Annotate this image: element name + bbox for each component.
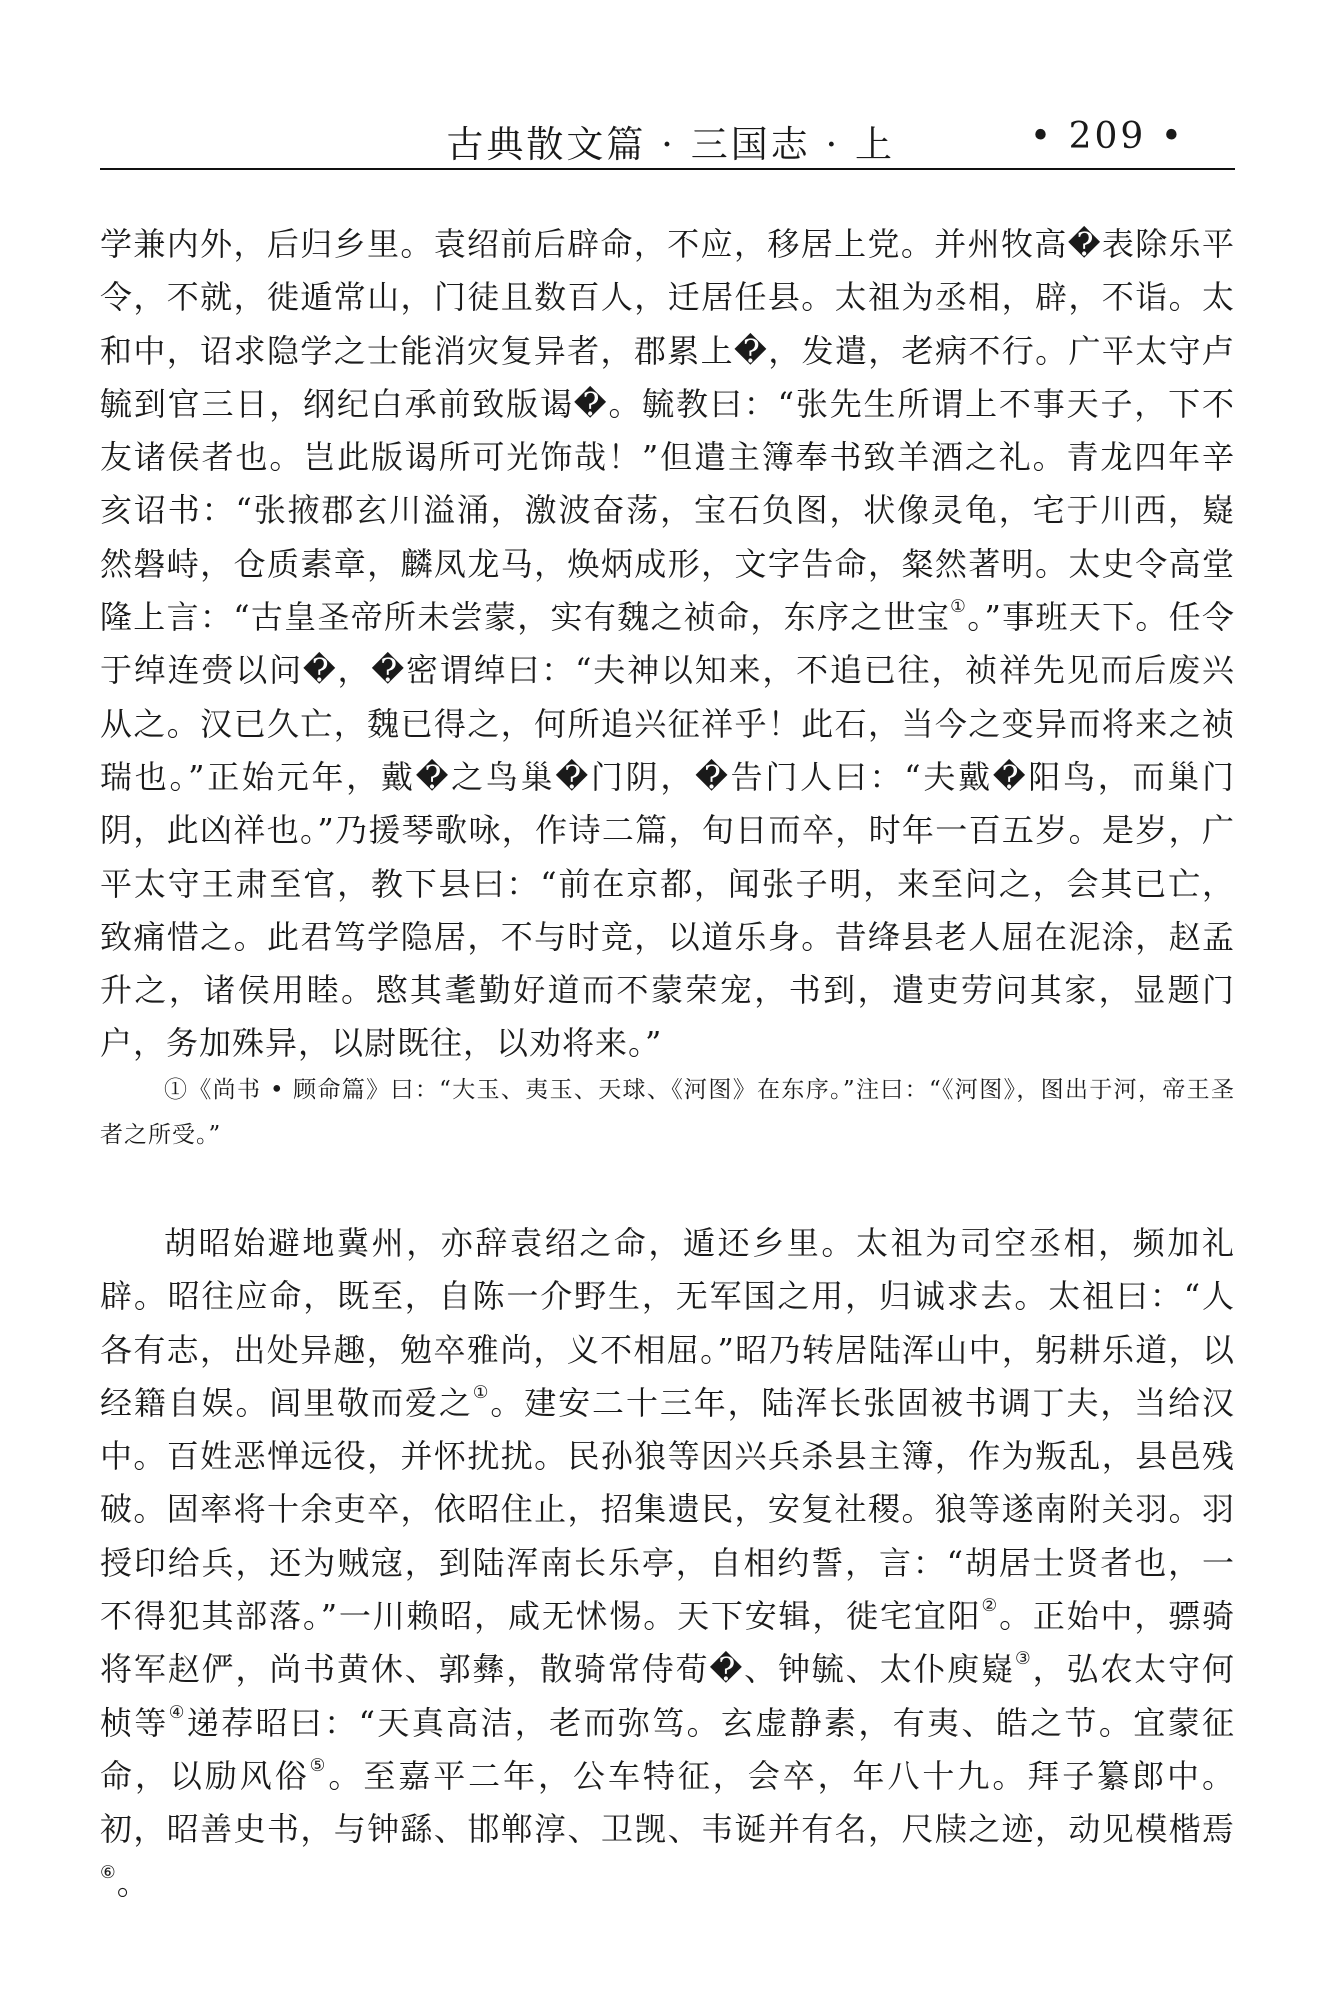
- biography-paragraph: [100, 1217, 1235, 1910]
- biography-paragraph: [100, 218, 1235, 1071]
- paragraph-text: 胡昭始避地冀州，亦辞袁绍之命，遁还乡里。太祖为司空丞相，频加礼辟。昭往应命，既至，自陈一介野生，无军国之用，归诚求去。太祖曰：“人各有志，出处异趣，勉卒雅尚，义不相屈。”昭乃转居陆浑山中，躬耕乐道，以经籍自娱。闾里敬而爱之: [100, 1224, 1235, 1422]
- running-title: 古典散文篇 · 三国志 · 上: [446, 123, 895, 166]
- footnote-marker: ③: [1015, 1649, 1033, 1670]
- paragraph-text: ，弘农太守何桢等: [100, 1650, 1235, 1742]
- footnote-marker: ⑥: [100, 1862, 117, 1883]
- paragraph-text: 学兼内外，后归乡里。袁绍前后辟命，不应，移居上党。并州牧高�表除乐平令，不就，徙遁常山，门徒且数百人，迁居任县。太祖为丞相，辟，不诣。太和中，诏求隐学之士能消灾复异者，郡累上�，发遣，老病不行。广平太守卢毓到官三日，纲纪白承前致版谒�。毓教曰：“张先生所谓上不事天子，下不友诸侯者也。岂此版谒所可光饰哉！”但遣主簿奉书致羊酒之礼。青龙四年辛亥诏书：“张掖郡玄川溢涌，激波奋荡，宝石负图，状像灵龟，宅于川西，嶷然磐峙，仓质素章，麟凤龙马，焕炳成形，文字告命，粲然著明。太史令高堂隆上言：“古皇圣帝所未尝蒙，实有魏之祯命，东序之世宝: [100, 225, 1235, 637]
- footnote-marker: ④: [168, 1702, 187, 1723]
- footnote-marker: ①: [472, 1383, 491, 1404]
- paragraph-text: 。: [116, 1863, 150, 1902]
- paragraph-text: 递荐昭曰：“天真高洁，老而弥笃。玄虚静素，有夷、皓之节。宜蒙征命，以励风俗: [100, 1703, 1235, 1795]
- footnote-marker: ①: [950, 597, 968, 618]
- footnote: ①《尚书 • 顾命篇》曰：“大玉、夷玉、天球、《河图》在东序。”注曰：“《河图》，图出于河，帝王圣者之所受。”: [100, 1077, 1235, 1148]
- page-number: • 209 •: [1029, 116, 1185, 157]
- paragraph-text: 。建安二十三年，陆浑长张固被书调丁夫，当给汉中。百姓恶惮远役，并怀扰扰。民孙狼等因兴兵杀县主簿，作为叛乱，县邑残破。固率将十余吏卒，依昭住止，招集遗民，安复社稷。狼等遂南附关羽。羽授印给兵，还为贼寇，到陆浑南长乐亭，自相约誓，言：“胡居士贤者也，一不得犯其部落。”一川赖昭，咸无怵惕。天下安辑，徙宅宜阳: [100, 1383, 1235, 1636]
- running-header: [100, 96, 1235, 170]
- paragraph-text: 。正始中，骠骑将军赵俨，尚书黄休、郭彝，散骑常侍荀�、钟毓、太仆庾嶷: [100, 1597, 1235, 1689]
- paragraph-text: 。”事班天下。任令于绰连赍以问�，�密谓绰曰：“夫神以知来，不追已往，祯祥先见而后废兴从之。汉已久亡，魏已得之，何所追兴征祥乎！此石，当今之变异而将来之祯瑞也。”正始元年，戴�之鸟巢�门阴，�告门人曰：“夫戴�阳鸟，而巢门阴，此凶祥也。”乃援琴歌咏，作诗二篇，旬日而卒，时年一百五岁。是岁，广平太守王肃至官，教下县曰：“前在京都，闻张子明，来至问之，会其已亡，致痛惜之。此君笃学隐居，不与时竞，以道乐身。昔绛县老人屈在泥涂，赵孟升之，诸侯用睦。愍其耄勤好道而不蒙荣宠，书到，遣吏劳问其家，显题门户，务加殊异，以尉既往，以劝将来。”: [100, 598, 1235, 1063]
- footnote-marker: ⑤: [309, 1756, 329, 1777]
- hu-zhao-biography-text: [100, 1217, 1235, 1910]
- paragraph-text: 。至嘉平二年，公车特征，会卒，年八十九。拜子纂郎中。初，昭善史书，与钟繇、邯郸淳、卫觊、韦诞并有名，尺牍之迹，动见模楷焉: [100, 1756, 1235, 1849]
- footnote-marker: ②: [981, 1596, 1000, 1617]
- continued-biography-text: [100, 218, 1235, 1071]
